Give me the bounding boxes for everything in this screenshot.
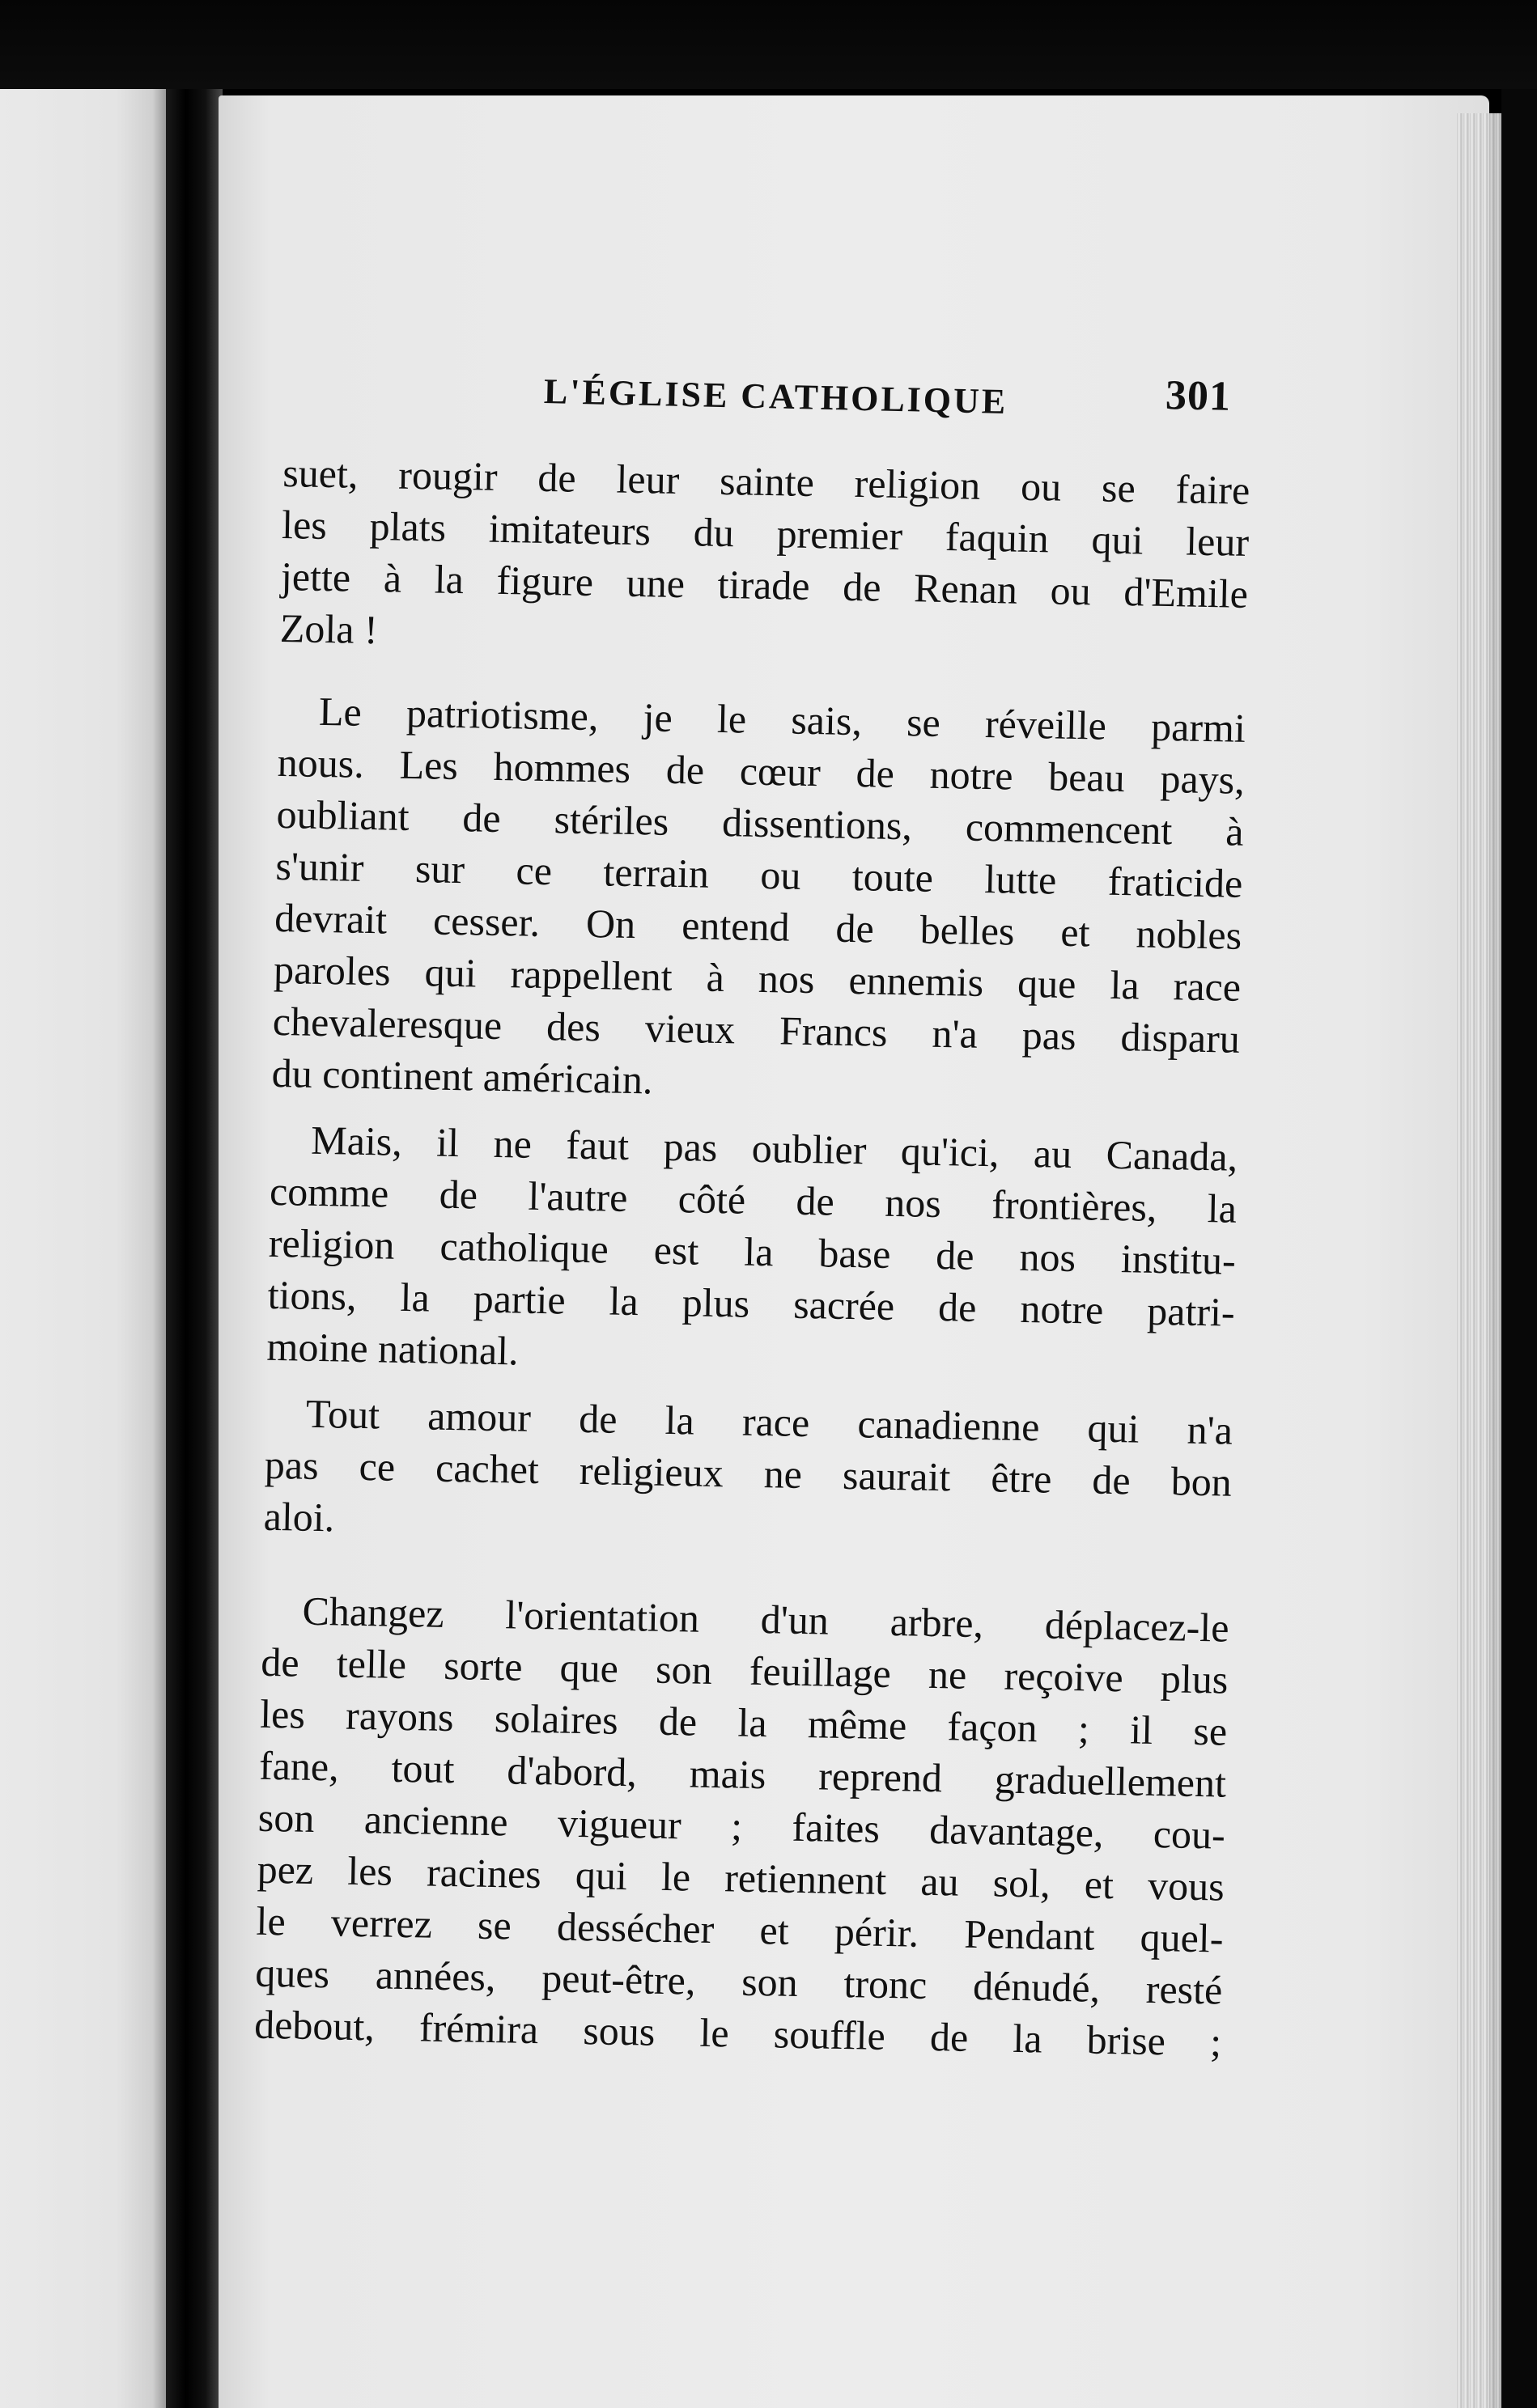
text-line: de telle sorte que son feuillage ne reçoive plus: [260, 1639, 1229, 1702]
text-line: ques années, peut-être, son tronc dénudé, resté: [254, 1949, 1223, 2013]
text-line: du continent américain.: [271, 1049, 653, 1103]
text-line: paroles qui rappellent à nos ennemis que la race: [273, 946, 1242, 1010]
text-line: son ancienne vigueur ; faites davantage, cou-: [257, 1794, 1226, 1858]
scan-right-border: [1501, 89, 1537, 2408]
text-line: fane, tout d'abord, mais reprend graduellement: [258, 1742, 1227, 1806]
text-line: le verrez se dessécher et périr. Pendant quel-: [256, 1897, 1224, 1961]
text-line: moine national.: [266, 1323, 520, 1374]
text-line: suet, rougir de leur sainte religion ou se faire: [282, 449, 1250, 513]
book-gutter: [166, 89, 223, 2408]
running-title: L'ÉGLISE CATHOLIQUE: [543, 371, 1008, 422]
scan-top-border: [0, 0, 1537, 89]
text-line: s'unir sur ce terrain ou toute lutte fraticide: [274, 842, 1243, 906]
text-line: Mais, il ne faut pas oublier qu'ici, au Canada,: [310, 1117, 1238, 1180]
page-body: [253, 447, 1270, 2083]
paragraph: [263, 1387, 1253, 1560]
text-line: Tout amour de la race canadienne qui n'a: [305, 1390, 1233, 1453]
text-line: Le patriotisme, je le sais, se réveille parmi: [318, 688, 1246, 751]
text-line: les plats imitateurs du premier faquin qui leur: [281, 501, 1250, 565]
page-edge: [1457, 113, 1505, 2408]
text-line: religion catholique est la base de nos institu-: [268, 1219, 1237, 1283]
text-line: tions, la partie la plus sacrée de notre patri-: [267, 1271, 1236, 1335]
facing-page-fragment: [0, 89, 166, 2408]
text-line: nous. Les hommes de cœur de notre beau pays,: [277, 739, 1246, 803]
text-line: devrait cesser. On entend de belles et nobles: [274, 894, 1242, 958]
text-line: jette à la figure une tirade de Renan ou d'Emile: [280, 553, 1249, 617]
paragraph: [271, 685, 1266, 1117]
paragraph: [266, 1113, 1259, 1390]
page-number: 301: [1165, 372, 1232, 420]
text-line: oubliant de stériles dissentions, commencent à: [276, 791, 1244, 854]
paragraph: [254, 1584, 1250, 2068]
text-line: pas ce cachet religieux ne saurait être de bon: [264, 1441, 1233, 1505]
text-line: pez les racines qui le retiennent au sol, et vous: [257, 1846, 1225, 1910]
text-line: aloi.: [263, 1493, 335, 1541]
page-header: [544, 371, 1256, 427]
text-line: comme de l'autre côté de nos frontières, la: [269, 1168, 1238, 1232]
text-line: Changez l'orientation d'un arbre, déplacez-le: [302, 1588, 1229, 1651]
text-line: Zola !: [279, 604, 379, 653]
paragraph: [279, 447, 1270, 672]
text-line: les rayons solaires de la même façon ; il se: [259, 1690, 1228, 1754]
text-line: debout, frémira sous le souffle de la brise ;: [253, 2001, 1222, 2065]
text-line: chevaleresque des vieux Francs n'a pas disparu: [272, 998, 1241, 1062]
